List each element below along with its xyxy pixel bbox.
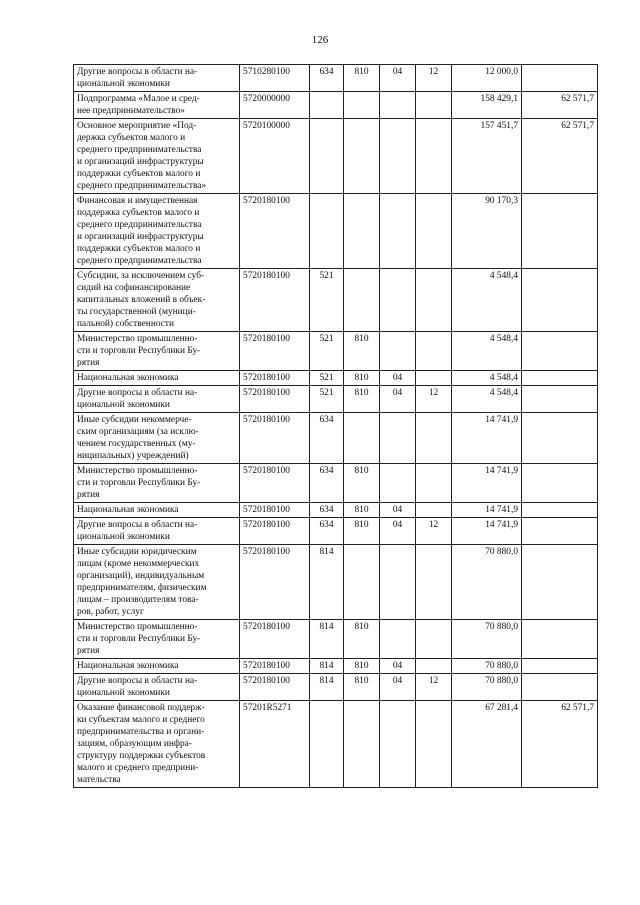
amount-federal-cell bbox=[522, 464, 598, 503]
amount-total-cell: 14 741,9 bbox=[452, 518, 522, 545]
amount-total-cell: 158 429,1 bbox=[452, 92, 522, 119]
subsection-code-cell: 12 bbox=[416, 65, 452, 92]
table-body bbox=[74, 65, 598, 788]
subsection-code-cell bbox=[416, 413, 452, 464]
budget-table bbox=[73, 64, 598, 788]
target-article-code-cell: 5720180100 bbox=[240, 269, 310, 332]
table-row bbox=[74, 464, 598, 503]
amount-total-cell: 14 741,9 bbox=[452, 503, 522, 518]
table-row bbox=[74, 65, 598, 92]
amount-total-cell: 70 880,0 bbox=[452, 620, 522, 659]
ministry-code-cell: 810 bbox=[344, 332, 380, 371]
amount-total-cell: 4 548,4 bbox=[452, 371, 522, 386]
target-article-code-cell: 5720180100 bbox=[240, 464, 310, 503]
subsection-code-cell: 12 bbox=[416, 674, 452, 701]
item-name-cell: Другие вопросы в области на- циональной экономики bbox=[74, 65, 240, 92]
section-code-cell bbox=[380, 464, 416, 503]
subsection-code-cell bbox=[416, 332, 452, 371]
section-code-cell bbox=[380, 701, 416, 788]
expense-type-code-cell: 634 bbox=[310, 503, 344, 518]
expense-type-code-cell: 814 bbox=[310, 545, 344, 620]
subsection-code-cell bbox=[416, 503, 452, 518]
item-name-cell: Оказание финансовой поддерж- ки субъектам малого и среднего предпринимательства и органи- зациям, образующим инфра- структуру поддержки субъектов малого и среднего предприни- мательства bbox=[74, 701, 240, 788]
expense-type-code-cell: 634 bbox=[310, 518, 344, 545]
subsection-code-cell bbox=[416, 269, 452, 332]
section-code-cell: 04 bbox=[380, 518, 416, 545]
ministry-code-cell bbox=[344, 92, 380, 119]
table-row bbox=[74, 119, 598, 194]
item-name-cell: Подпрограмма «Малое и сред- нее предпринимательство» bbox=[74, 92, 240, 119]
amount-federal-cell: 62 571,7 bbox=[522, 701, 598, 788]
amount-total-cell: 14 741,9 bbox=[452, 464, 522, 503]
amount-total-cell: 67 281,4 bbox=[452, 701, 522, 788]
amount-total-cell: 4 548,4 bbox=[452, 332, 522, 371]
expense-type-code-cell bbox=[310, 194, 344, 269]
target-article-code-cell: 5720180100 bbox=[240, 332, 310, 371]
target-article-code-cell: 5720180100 bbox=[240, 503, 310, 518]
item-name-cell: Другие вопросы в области на- циональной экономики bbox=[74, 386, 240, 413]
expense-type-code-cell: 814 bbox=[310, 674, 344, 701]
item-name-cell: Министерство промышленно- сти и торговли Республики Бу- рятия bbox=[74, 620, 240, 659]
table-row bbox=[74, 545, 598, 620]
section-code-cell bbox=[380, 332, 416, 371]
subsection-code-cell bbox=[416, 545, 452, 620]
table-row bbox=[74, 674, 598, 701]
item-name-cell: Иные субсидии некоммерче- ским организациям (за исклю- чением государственных (му- ниципальных) учреждений) bbox=[74, 413, 240, 464]
amount-federal-cell bbox=[522, 194, 598, 269]
expense-type-code-cell: 814 bbox=[310, 620, 344, 659]
section-code-cell bbox=[380, 413, 416, 464]
item-name-cell: Субсидии, за исключением суб- сидий на софинансирование капитальных вложений в объек- ты государственной (муници- пальной) собственности bbox=[74, 269, 240, 332]
amount-total-cell: 12 000,0 bbox=[452, 65, 522, 92]
ministry-code-cell: 810 bbox=[344, 659, 380, 674]
target-article-code-cell: 5720180100 bbox=[240, 371, 310, 386]
ministry-code-cell: 810 bbox=[344, 464, 380, 503]
expense-type-code-cell: 634 bbox=[310, 464, 344, 503]
amount-federal-cell bbox=[522, 545, 598, 620]
section-code-cell bbox=[380, 269, 416, 332]
expense-type-code-cell: 634 bbox=[310, 65, 344, 92]
expense-type-code-cell: 814 bbox=[310, 659, 344, 674]
amount-total-cell: 4 548,4 bbox=[452, 386, 522, 413]
section-code-cell: 04 bbox=[380, 65, 416, 92]
amount-federal-cell bbox=[522, 620, 598, 659]
table-row bbox=[74, 269, 598, 332]
target-article-code-cell: 5710280100 bbox=[240, 65, 310, 92]
subsection-code-cell bbox=[416, 659, 452, 674]
ministry-code-cell bbox=[344, 194, 380, 269]
amount-federal-cell bbox=[522, 518, 598, 545]
subsection-code-cell bbox=[416, 620, 452, 659]
item-name-cell: Национальная экономика bbox=[74, 371, 240, 386]
table-row bbox=[74, 701, 598, 788]
table-row bbox=[74, 332, 598, 371]
ministry-code-cell: 810 bbox=[344, 518, 380, 545]
subsection-code-cell: 12 bbox=[416, 386, 452, 413]
subsection-code-cell bbox=[416, 701, 452, 788]
expense-type-code-cell: 521 bbox=[310, 386, 344, 413]
target-article-code-cell: 5720180100 bbox=[240, 545, 310, 620]
amount-federal-cell bbox=[522, 332, 598, 371]
section-code-cell: 04 bbox=[380, 674, 416, 701]
section-code-cell bbox=[380, 119, 416, 194]
expense-type-code-cell bbox=[310, 701, 344, 788]
amount-federal-cell bbox=[522, 413, 598, 464]
ministry-code-cell: 810 bbox=[344, 386, 380, 413]
item-name-cell: Финансовая и имущественная поддержка субъектов малого и среднего предпринимательства и организаций инфраструктуры поддержки субъектов малого и среднего предпринимательства bbox=[74, 194, 240, 269]
subsection-code-cell bbox=[416, 464, 452, 503]
subsection-code-cell bbox=[416, 194, 452, 269]
amount-total-cell: 90 170,3 bbox=[452, 194, 522, 269]
expense-type-code-cell: 521 bbox=[310, 269, 344, 332]
amount-total-cell: 70 880,0 bbox=[452, 545, 522, 620]
amount-federal-cell bbox=[522, 503, 598, 518]
subsection-code-cell bbox=[416, 92, 452, 119]
amount-federal-cell: 62 571,7 bbox=[522, 92, 598, 119]
ministry-code-cell bbox=[344, 545, 380, 620]
subsection-code-cell: 12 bbox=[416, 518, 452, 545]
subsection-code-cell bbox=[416, 119, 452, 194]
item-name-cell: Основное мероприятие «Под- держка субъектов малого и среднего предпринимательства и организаций инфраструктуры поддержки субъектов малого и среднего предпринимательства» bbox=[74, 119, 240, 194]
expense-type-code-cell: 521 bbox=[310, 332, 344, 371]
target-article-code-cell: 5720180100 bbox=[240, 674, 310, 701]
section-code-cell: 04 bbox=[380, 659, 416, 674]
item-name-cell: Министерство промышленно- сти и торговли Республики Бу- рятия bbox=[74, 464, 240, 503]
target-article-code-cell: 5720180100 bbox=[240, 194, 310, 269]
ministry-code-cell: 810 bbox=[344, 65, 380, 92]
table-row bbox=[74, 503, 598, 518]
item-name-cell: Министерство промышленно- сти и торговли Республики Бу- рятия bbox=[74, 332, 240, 371]
section-code-cell: 04 bbox=[380, 386, 416, 413]
item-name-cell: Другие вопросы в области на- циональной экономики bbox=[74, 674, 240, 701]
amount-federal-cell bbox=[522, 674, 598, 701]
table-row bbox=[74, 659, 598, 674]
target-article-code-cell: 5720180100 bbox=[240, 386, 310, 413]
amount-total-cell: 70 880,0 bbox=[452, 659, 522, 674]
section-code-cell bbox=[380, 92, 416, 119]
expense-type-code-cell: 634 bbox=[310, 413, 344, 464]
amount-federal-cell bbox=[522, 386, 598, 413]
section-code-cell bbox=[380, 620, 416, 659]
section-code-cell bbox=[380, 545, 416, 620]
ministry-code-cell: 810 bbox=[344, 503, 380, 518]
ministry-code-cell: 810 bbox=[344, 371, 380, 386]
target-article-code-cell: 5720180100 bbox=[240, 659, 310, 674]
expense-type-code-cell bbox=[310, 119, 344, 194]
target-article-code-cell: 57201R5271 bbox=[240, 701, 310, 788]
target-article-code-cell: 5720180100 bbox=[240, 620, 310, 659]
table-row bbox=[74, 620, 598, 659]
section-code-cell: 04 bbox=[380, 503, 416, 518]
item-name-cell: Национальная экономика bbox=[74, 503, 240, 518]
amount-total-cell: 157 451,7 bbox=[452, 119, 522, 194]
table-row bbox=[74, 371, 598, 386]
page-number: 126 bbox=[311, 34, 329, 46]
amount-total-cell: 70 880,0 bbox=[452, 674, 522, 701]
amount-federal-cell bbox=[522, 659, 598, 674]
table-row bbox=[74, 386, 598, 413]
ministry-code-cell: 810 bbox=[344, 674, 380, 701]
expense-type-code-cell: 521 bbox=[310, 371, 344, 386]
table-row bbox=[74, 413, 598, 464]
ministry-code-cell bbox=[344, 269, 380, 332]
table-row bbox=[74, 194, 598, 269]
ministry-code-cell bbox=[344, 119, 380, 194]
target-article-code-cell: 5720000000 bbox=[240, 92, 310, 119]
amount-federal-cell bbox=[522, 371, 598, 386]
section-code-cell bbox=[380, 194, 416, 269]
section-code-cell: 04 bbox=[380, 371, 416, 386]
amount-federal-cell bbox=[522, 269, 598, 332]
target-article-code-cell: 5720180100 bbox=[240, 413, 310, 464]
item-name-cell: Другие вопросы в области на- циональной экономики bbox=[74, 518, 240, 545]
amount-total-cell: 4 548,4 bbox=[452, 269, 522, 332]
amount-total-cell: 14 741,9 bbox=[452, 413, 522, 464]
subsection-code-cell bbox=[416, 371, 452, 386]
table-row bbox=[74, 92, 598, 119]
target-article-code-cell: 5720100000 bbox=[240, 119, 310, 194]
amount-federal-cell: 62 571,7 bbox=[522, 119, 598, 194]
amount-federal-cell bbox=[522, 65, 598, 92]
target-article-code-cell: 5720180100 bbox=[240, 518, 310, 545]
ministry-code-cell bbox=[344, 701, 380, 788]
ministry-code-cell: 810 bbox=[344, 620, 380, 659]
item-name-cell: Иные субсидии юридическим лицам (кроме некоммерческих организаций), индивидуальным предпринимателям, физическим лицам – производителям това- ров, работ, услуг bbox=[74, 545, 240, 620]
table-row bbox=[74, 518, 598, 545]
ministry-code-cell bbox=[344, 413, 380, 464]
expense-type-code-cell bbox=[310, 92, 344, 119]
item-name-cell: Национальная экономика bbox=[74, 659, 240, 674]
